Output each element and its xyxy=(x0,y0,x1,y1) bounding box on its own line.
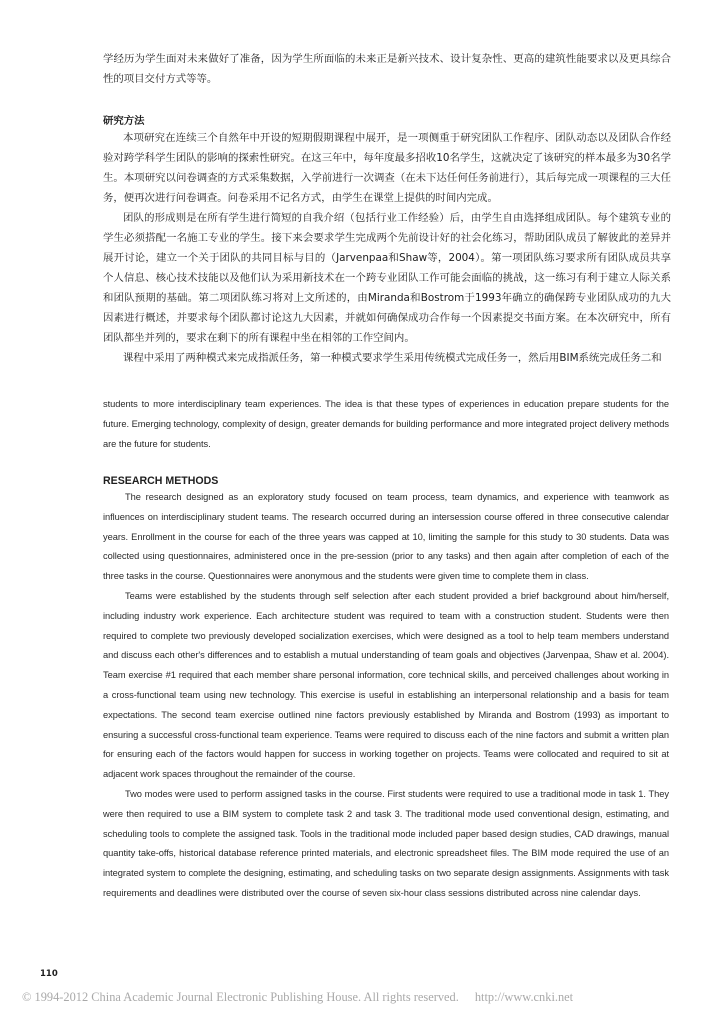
copyright-text: © 1994-2012 China Academic Journal Electronic Publishing House. All rights reserved. xyxy=(22,990,459,1004)
chinese-paragraph-3: 课程中采用了两种模式来完成指派任务，第一种模式要求学生采用传统模式完成任务一，然后用BIM系统完成任务二和 xyxy=(123,352,662,364)
copyright-footer xyxy=(22,990,702,1005)
chinese-intro-continuation: 学经历为学生面对未来做好了准备，因为学生所面临的未来正是新兴技术、设计复杂性、更高的建筑性能要求以及更具综合性的项目交付方式等等。 xyxy=(103,53,671,85)
english-section-heading: RESEARCH METHODS xyxy=(103,475,219,487)
footer-url: http://www.cnki.net xyxy=(474,990,574,1004)
chinese-paragraph-2: 团队的形成则是在所有学生进行简短的自我介绍（包括行业工作经验）后，由学生自由选择组成团队。每个建筑专业的学生必须搭配一名施工专业的学生。接下来会要求学生完成两个先前设计好的社会化练习，帮助团队成员了解彼此的差异并展开讨论，建立一个关于团队的共同目标与目的（Jarvenpaa和Shaw等，2004）。第一项团队练习要求所有团队成员共享个人信息、核心技术技能以及他们认为采用新技术在一个跨专业团队工作可能会面临的挑战，这一练习有利于建立人际关系和团队预期的基础。第二项团队练习将对上文所述的，由Miranda和Bostrom于1993年确立的确保跨专业团队成功的九大因素进行概述，并要求每个团队都讨论这九大因素，并就如何确保成功合作每一个因素提交书面方案。在本次研究中，所有团队都坐并列的，要求在剩下的所有课程中坐在相邻的工作空间内。 xyxy=(103,212,671,344)
page-number: 110 xyxy=(40,969,58,979)
english-paragraph-3: Two modes were used to perform assigned tasks in the course. First students were required to use a traditional mode in task 1. They were then required to use a BIM system to complete task 2 and task 3. The traditional mode used conventional design, estimating, and scheduling tools to complete the assigned task. Tools in the traditional mode included paper based design studies, CAD drawings, manual quantity take-offs, historical database reference printed materials, and electronic spreadsheet files. The BIM mode required the use of an integrated system to complete the designing, estimating, and scheduling tasks on two separate design assignments. Assignments with task requirements and deadlines were distributed over the course of seven six-hour class sessions distributed across nine calendar days. xyxy=(103,788,669,898)
english-paragraph-2: Teams were established by the students through self selection after each student provided a brief background about him/herself, including industry work experience. Each architecture student was required to team with a construction student. Students were then required to complete two previously developed socialization exercises, which were designed as a tool to help team members understand and discuss each other's differences and to establish a mutual understanding of team goals and objectives (Jarvenpaa, Shaw et al. 2004). Team exercise #1 required that each member share personal information, core technical skills, and perceived challenges about working in a cross-functional team using new technology. This exercise is useful in establishing an interpersonal relationship and a basis for team expectations. The second team exercise outlined nine factors previously established by Miranda and Bostrom (1993) as important to ensuring a successful cross-functional team experience. Teams were required to discuss each of the nine factors and submit a written plan for ensuring each of the factors would happen for success in working together on projects. Teams were collocated and required to sit at adjacent work spaces throughout the remainder of the course. xyxy=(103,590,669,780)
english-paragraph-1: The research designed as an exploratory study focused on team process, team dynamics, and experience with teamwork as influences on interdisciplinary student teams. The research occurred during an intersession course offered in three consecutive calendar years. Enrollment in the course for each of the three years was capped at 10, limiting the sample for this study to 30 students. Data was collected using questionnaires, administered once in the pre-session (prior to any tasks) and then again after completion of each of the three tasks in the course. Questionnaires were anonymous and the students were given time to complete them in class. xyxy=(103,492,669,582)
chinese-section-heading: 研究方法 xyxy=(103,115,145,127)
english-body xyxy=(103,488,669,904)
english-intro-continuation: students to more interdisciplinary team experiences. The idea is that these types of experiences in education prepare students for the future. Emerging technology, complexity of design, greater demands for building performance and more integrated project delivery methods are the future for students. xyxy=(103,399,669,449)
chinese-paragraph-1: 本项研究在连续三个自然年中开设的短期假期课程中展开，是一项侧重于研究团队工作程序、团队动态以及团队合作经验对跨学科学生团队的影响的探索性研究。在这三年中，每年度最多招收10名学生，这就决定了该研究的样本最多为30名学生。本项研究以问卷调查的方式采集数据，入学前进行一次调查（在未下达任何任务前进行），其后每完成一项课程的三大任务，便再次进行问卷调查。问卷采用不记名方式，由学生在课堂上提供的时间内完成。 xyxy=(103,132,671,204)
chinese-body xyxy=(103,128,671,368)
